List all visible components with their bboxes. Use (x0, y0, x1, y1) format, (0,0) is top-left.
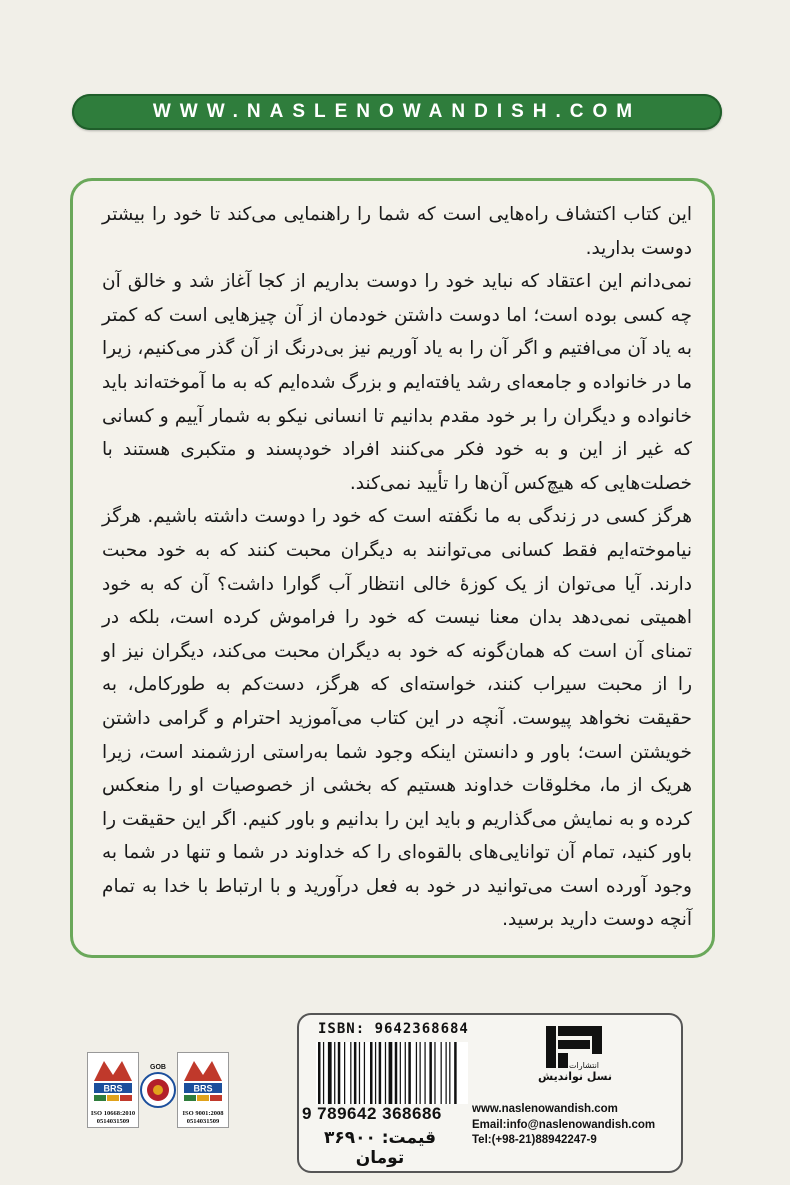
paragraph: این کتاب اکتشاف راه‌هایی است که شما را راهنمایی می‌کند تا خود را بیشتر دوست بدارید. (102, 204, 692, 259)
back-cover-text (102, 198, 692, 937)
paragraph: هرگز کسی در زندگی به ما نگفته است که خود را دوست داشته باشیم. هرگز نیاموخته‌ایم فقط کسانی می‌توانند به دیگران محبت کنند که به خود محبت دارند. آیا می‌توان از یک کوزهٔ خالی انتظار آب گوارا داشت؟ آن که به خود اهمیتی نمی‌دهد بدان معنا نیست که خود را فراموش کرده است، بلکه در تمنای آن است که همان‌گونه که خود به دیگران محبت می‌کند، دیگران نیز او را از محبت سیراب کنند، خواسته‌ای که هرگز، دست‌کم به طورکامل، به حقیقت نخواهد پیوست. آنچه در این کتاب می‌آموزید احترام و گرامی داشتن خویشتن است؛ باور و دانستن اینکه وجود شما به‌راستی ارزشمند است، زیرا هریک از ما، مخلوقات خداوند هستیم که بخشی از خصوصیات او را منعکس کرده و به نمایش می‌گذاریم و باید این را بدانیم و باور کنیم. اگر این حقیقت را باور کنید، تمام آن توانایی‌های بالقوه‌ای را که خداوند در شما و تنها در شما به وجود آورده است می‌توانید در خود به فعل درآورید و با ارتباط با خدا به تمام آنچه دوست دارید برسید. (102, 506, 692, 931)
barcode-digits: 9 789642 368686 (302, 1104, 442, 1123)
website-banner-text: WWW.NASLENOWANDISH.COM (152, 101, 642, 122)
cert-badge-brs-2 (177, 1052, 229, 1128)
price: قیمت: ۳۶۹۰۰ تومان (323, 1128, 437, 1168)
barcode (316, 1042, 468, 1104)
certification-badges (87, 1052, 229, 1128)
brs-logo-icon (88, 1053, 138, 1105)
brs-logo-icon (178, 1053, 228, 1105)
svg-text:BRS: BRS (103, 1083, 123, 1094)
paragraph: نمی‌دانم این اعتقاد که نباید خود را دوست بداریم از کجا آغاز شد و خالق آن چه کسی بوده است؛ اما دوست داشتن خودمان از آن چیزهایی است که کمتر به یاد آن می‌افتیم و اگر آن را به یاد آوریم نیز بی‌درنگ از آن گذر می‌کنیم، زیرا ما در خانواده و جامعه‌ای رشد یافته‌ایم و بزرگ شده‌ایم که به ما آموخته‌اند باید خانواده و دیگران را بر خود مقدم بدانیم تا انسانی نیکو به شمار آییم و کسانی که غیر از این و به خود فکر می‌کنند افراد خودپسند و متکبری هستند با خصلت‌هایی که هیچ‌کس آن‌ها را تأیید نمی‌کند. (102, 271, 692, 494)
svg-text:GOB: GOB (150, 1064, 166, 1071)
cert-caption: ISO 10668:2010 0514031509 (90, 1110, 136, 1125)
publisher-logo-icon (528, 1022, 618, 1072)
website-banner (72, 94, 722, 130)
svg-text:BRS: BRS (193, 1083, 213, 1094)
publisher-website: www.naslenowandish.com (472, 1103, 618, 1115)
publisher-phone: Tel:(+98-21)88942247-9 (472, 1134, 597, 1146)
publisher-contact (472, 1102, 677, 1149)
publisher-name: نسل نواندیش (538, 1070, 612, 1083)
publisher-logo-caption: انتشارات (568, 1061, 600, 1070)
cert-caption: ISO 9001:2008 0514031509 (182, 1110, 224, 1125)
isbn-label: ISBN: 9642368684 (318, 1021, 469, 1037)
publisher-email: Email:info@naslenowandish.com (472, 1118, 656, 1131)
